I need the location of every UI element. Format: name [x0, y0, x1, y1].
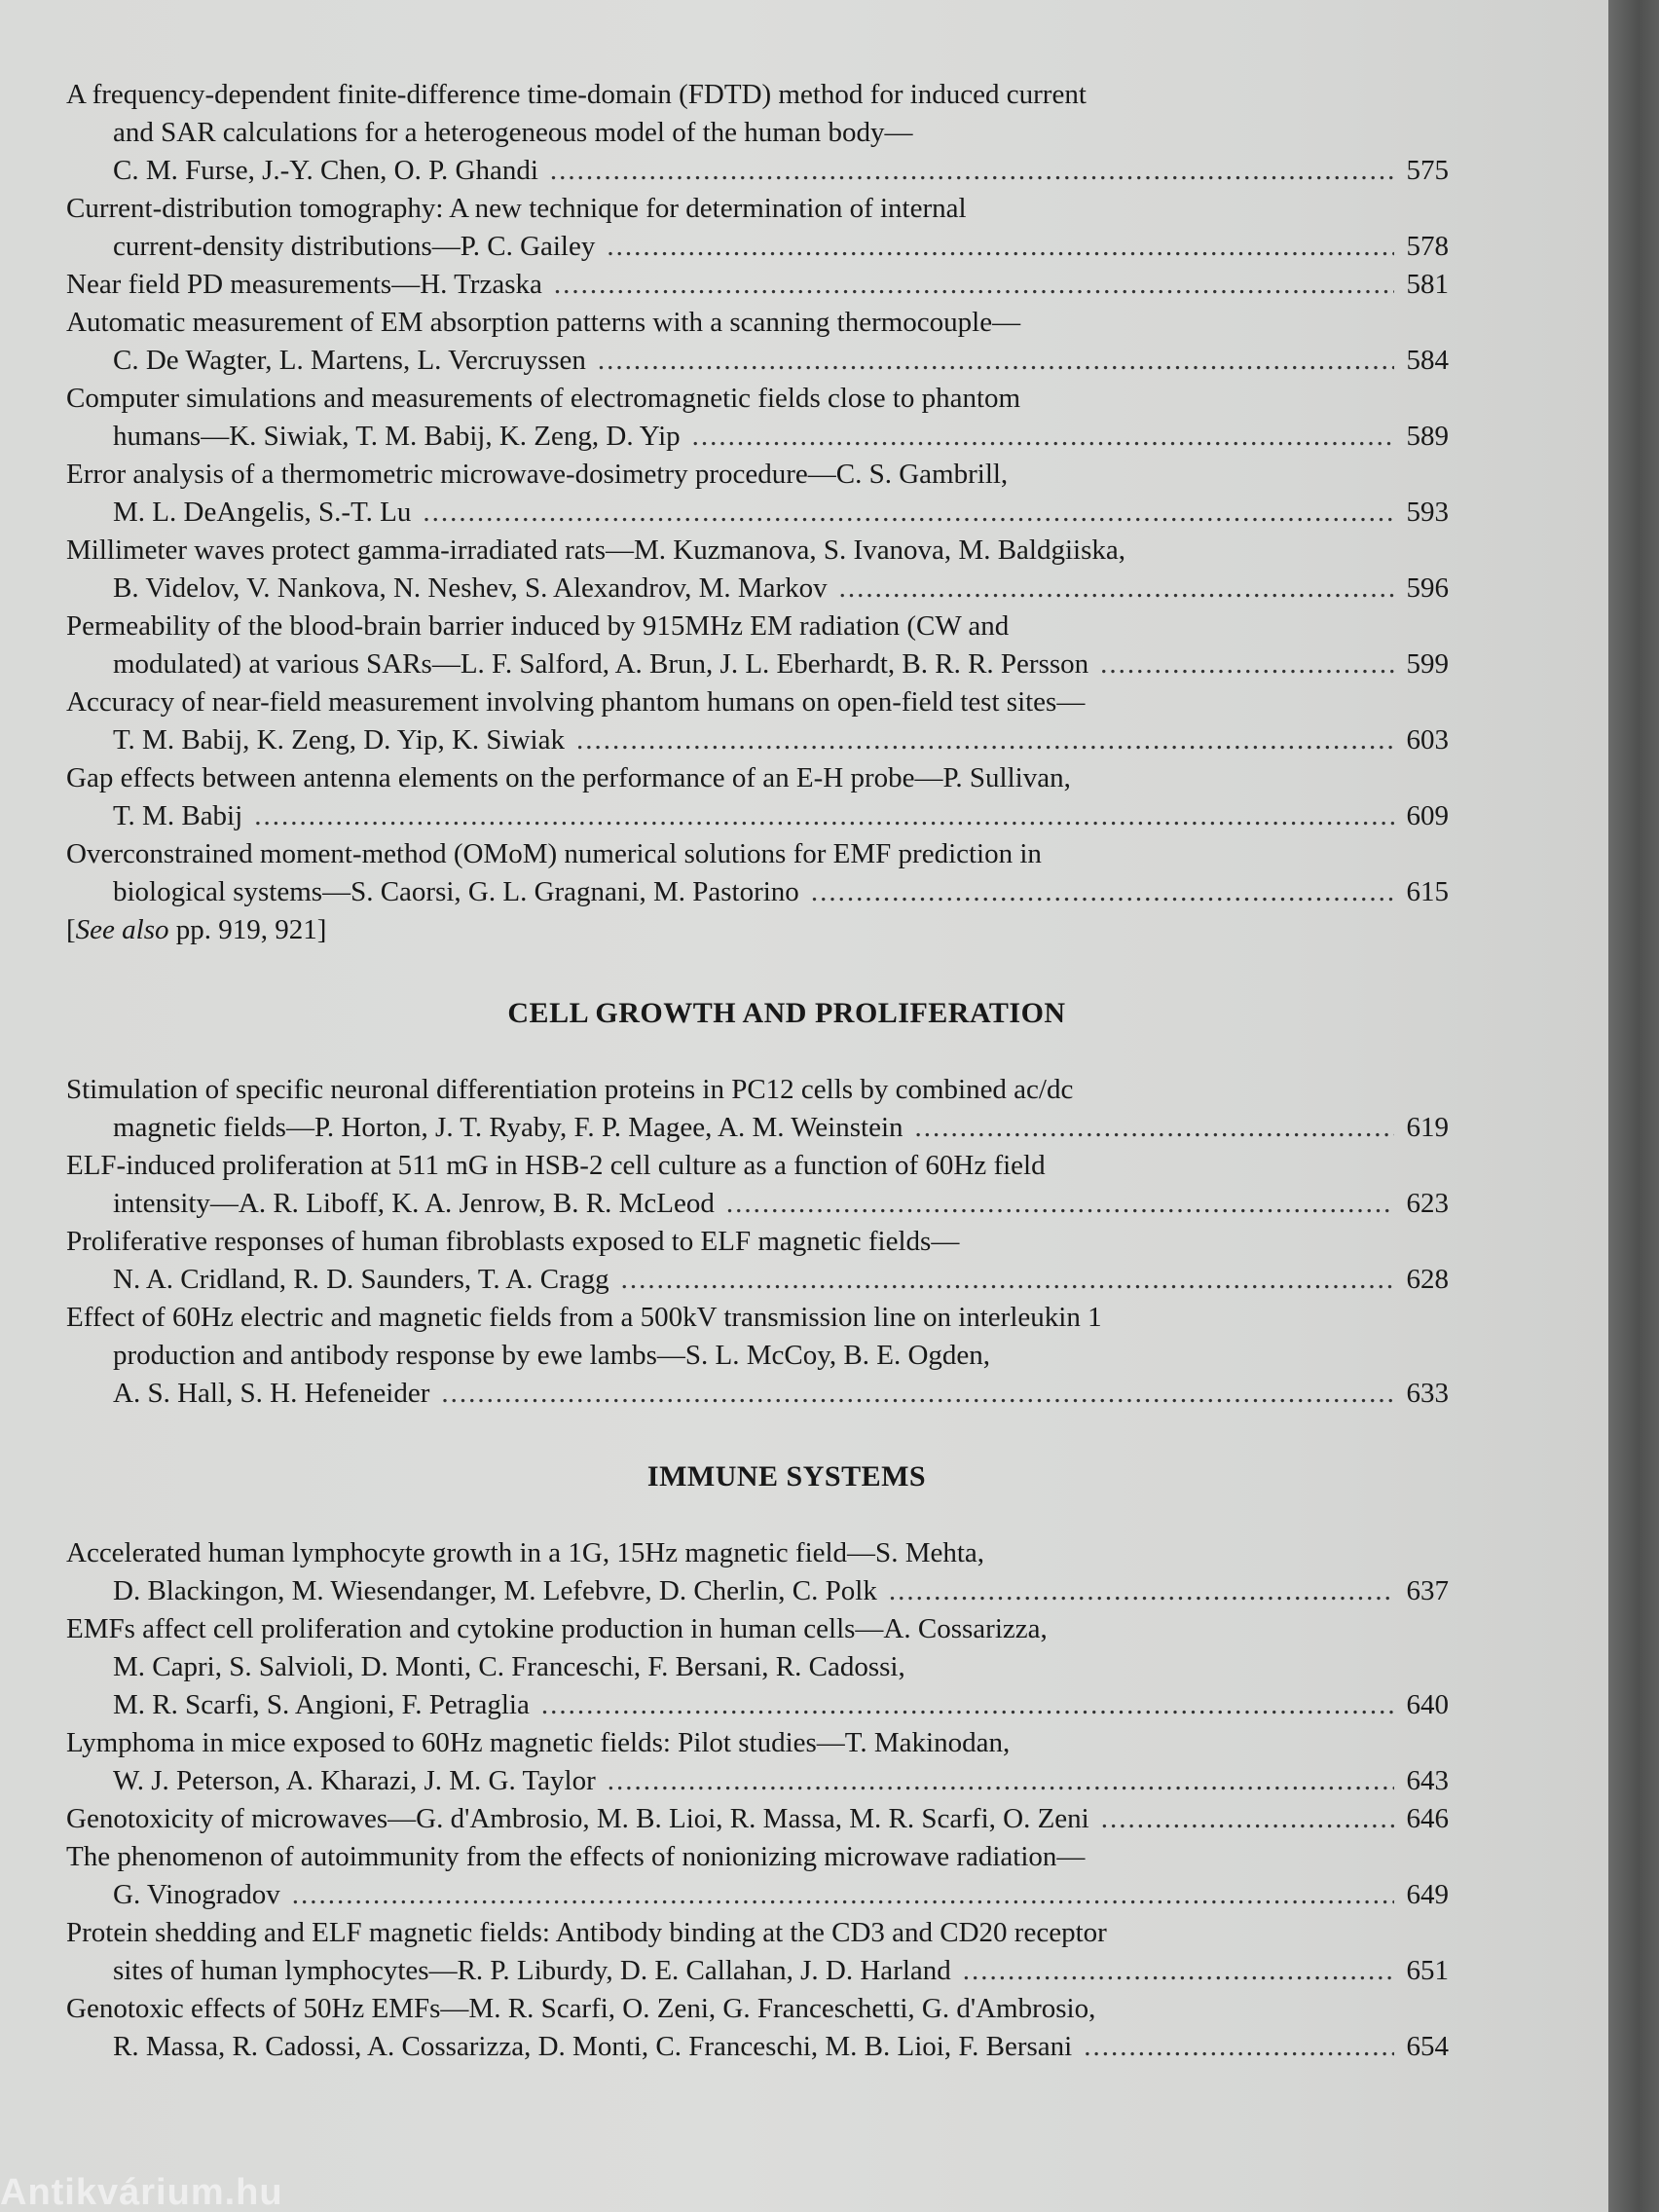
dot-leader [915, 1109, 1394, 1147]
toc-entry-text: Gap effects between antenna elements on the performance of an E-H probe—P. Sullivan, [66, 762, 1071, 793]
toc-entry-line [66, 1724, 1449, 1762]
toc-entry [66, 532, 1449, 608]
toc-entry-text: Protein shedding and ELF magnetic fields: Antibody binding at the CD3 and CD20 receptor [66, 1917, 1107, 1948]
dot-leader [541, 1686, 1394, 1724]
toc-entry-last-line [66, 1876, 1449, 1914]
toc-entry-last-line [66, 342, 1449, 380]
toc-entry-line [66, 1147, 1449, 1185]
toc-entry [66, 380, 1449, 456]
toc-entry-text: humans—K. Siwiak, T. M. Babij, K. Zeng, D. Yip [113, 421, 681, 452]
toc-entry-last-line [66, 418, 1449, 456]
page-number: 640 [1406, 1689, 1449, 1720]
dot-leader [889, 1572, 1394, 1610]
toc-entry-last-line [66, 2028, 1449, 2066]
toc-entry-last-line [66, 645, 1449, 683]
toc-entry-text: C. De Wagter, L. Martens, L. Vercruyssen [113, 345, 586, 376]
toc-entry-text: A. S. Hall, S. H. Hefeneider [113, 1378, 430, 1409]
toc-entry-text: R. Massa, R. Cadossi, A. Cossarizza, D. Monti, C. Franceschi, M. B. Lioi, F. Bersani [113, 2031, 1073, 2062]
toc-entry-line [66, 304, 1449, 342]
page-number: 651 [1406, 1955, 1449, 1986]
page-number: 578 [1406, 231, 1449, 262]
toc-entry [66, 1724, 1449, 1800]
toc-entry-line [66, 1299, 1449, 1337]
toc-entry [66, 1299, 1449, 1413]
book-spine-shadow [1608, 0, 1659, 2212]
toc-entry-last-line [66, 1800, 1449, 1838]
toc-entry-text: intensity—A. R. Liboff, K. A. Jenrow, B. R. McLeod [113, 1188, 715, 1219]
toc-entry-line [66, 1223, 1449, 1261]
toc-entry-last-line [66, 228, 1449, 266]
dot-leader [1101, 1800, 1394, 1838]
dot-leader [839, 570, 1394, 608]
toc-entry-line [66, 608, 1449, 645]
toc-entry-text: Current-distribution tomography: A new technique for determination of internal [66, 193, 967, 224]
toc-entry-line [66, 759, 1449, 797]
toc-entry-line [66, 1610, 1449, 1648]
toc-entry-text: Millimeter waves protect gamma-irradiated rats—M. Kuzmanova, S. Ivanova, M. Baldgiiska, [66, 535, 1126, 566]
page-number: 633 [1406, 1378, 1449, 1409]
toc-entry-text: magnetic fields—P. Horton, J. T. Ryaby, F. P. Magee, A. M. Weinstein [113, 1112, 903, 1143]
toc-entry-text: and SAR calculations for a heterogeneous model of the human body— [113, 117, 913, 148]
toc-entry [66, 835, 1449, 911]
dot-leader [692, 418, 1394, 456]
toc-entry [66, 266, 1449, 304]
toc-entry [66, 304, 1449, 380]
page-number: 581 [1406, 269, 1449, 300]
toc-entry-last-line [66, 1109, 1449, 1147]
toc-entry [66, 190, 1449, 266]
dot-leader [254, 797, 1394, 835]
toc-entry-text: M. L. DeAngelis, S.-T. Lu [113, 497, 412, 528]
toc-entry [66, 1990, 1449, 2066]
dot-leader [607, 228, 1394, 266]
toc-entry-text: modulated) at various SARs—L. F. Salford, A. Brun, J. L. Eberhardt, B. R. R. Persson [113, 648, 1089, 680]
toc-entry-line [66, 1838, 1449, 1876]
dot-leader [441, 1375, 1394, 1413]
page-number: 596 [1406, 572, 1449, 604]
dot-leader [621, 1261, 1394, 1299]
page-number: 628 [1406, 1264, 1449, 1295]
toc-entry-last-line [66, 1261, 1449, 1299]
page-number: 646 [1406, 1803, 1449, 1834]
toc-entry [66, 1147, 1449, 1223]
toc-entry-line [66, 683, 1449, 721]
toc-entry-last-line [66, 1762, 1449, 1800]
toc-entry-text: D. Blackingon, M. Wiesendanger, M. Lefebvre, D. Cherlin, C. Polk [113, 1575, 877, 1606]
toc-entry-text: T. M. Babij, K. Zeng, D. Yip, K. Siwiak [113, 724, 565, 756]
toc-entry-text: Accelerated human lymphocyte growth in a 1G, 15Hz magnetic field—S. Mehta, [66, 1537, 985, 1568]
toc-entry-line [66, 76, 1449, 114]
toc-entry [66, 1534, 1449, 1610]
toc-entry-text: Effect of 60Hz electric and magnetic fields from a 500kV transmission line on interleukin 1 [66, 1302, 1102, 1333]
toc-entry-text: EMFs affect cell proliferation and cytokine production in human cells—A. Cossarizza, [66, 1613, 1048, 1644]
toc-entry-text: A frequency-dependent finite-difference time-domain (FDTD) method for induced current [66, 79, 1087, 110]
toc-entry [66, 1610, 1449, 1724]
toc-entry-text: M. Capri, S. Salvioli, D. Monti, C. Franceschi, F. Bersani, R. Cadossi, [113, 1651, 905, 1682]
section-heading: CELL GROWTH AND PROLIFERATION [507, 997, 1066, 1029]
toc-entry-text: Genotoxic effects of 50Hz EMFs—M. R. Scarfi, O. Zeni, G. Franceschetti, G. d'Ambrosio, [66, 1993, 1096, 2024]
toc-entry-line [66, 114, 1449, 152]
page-number: 615 [1406, 876, 1449, 907]
dot-leader [423, 494, 1394, 532]
page-number: 619 [1406, 1112, 1449, 1143]
see-also-note [66, 911, 1449, 949]
toc-entry-text: Near field PD measurements—H. Trzaska [66, 269, 542, 300]
toc-entry [66, 683, 1449, 759]
dot-leader [963, 1952, 1394, 1990]
page-number: 643 [1406, 1765, 1449, 1796]
toc-entry-text: sites of human lymphocytes—R. P. Liburdy, D. E. Callahan, J. D. Harland [113, 1955, 951, 1986]
dot-leader [608, 1762, 1394, 1800]
toc-entry-last-line [66, 1375, 1449, 1413]
toc-entry-text: Stimulation of specific neuronal differentiation proteins in PC12 cells by combined ac/dc [66, 1074, 1074, 1105]
toc-entry-text: current-density distributions—P. C. Gailey [113, 231, 596, 262]
toc-entry-line [66, 190, 1449, 228]
dot-leader [811, 873, 1394, 911]
note-see-also: See also [75, 914, 169, 945]
toc-entry-text: ELF-induced proliferation at 511 mG in HSB-2 cell culture as a function of 60Hz field [66, 1150, 1046, 1181]
toc-entry-text: N. A. Cridland, R. D. Saunders, T. A. Cragg [113, 1264, 609, 1295]
toc-entry [66, 759, 1449, 835]
toc-entry-last-line [66, 570, 1449, 608]
dot-leader [292, 1876, 1394, 1914]
page-number: 637 [1406, 1575, 1449, 1606]
toc-entry-line [66, 1990, 1449, 2028]
toc-entry-last-line [66, 266, 1449, 304]
toc-entry-text: Accuracy of near-field measurement involving phantom humans on open-field test sites— [66, 686, 1086, 718]
toc-entry-text: Genotoxicity of microwaves—G. d'Ambrosio, M. B. Lioi, R. Massa, M. R. Scarfi, O. Zeni [66, 1803, 1089, 1834]
dot-leader [576, 721, 1394, 759]
toc-entry-line [66, 1648, 1449, 1686]
toc-entry-text: Error analysis of a thermometric microwave-dosimetry procedure—C. S. Gambrill, [66, 459, 1009, 490]
toc-entry [66, 608, 1449, 683]
toc-entry-line [66, 380, 1449, 418]
watermark-text: Antikvárium.hu [0, 2173, 283, 2212]
toc-entry-text: G. Vinogradov [113, 1879, 280, 1910]
toc-entry [66, 1800, 1449, 1838]
toc-entry-line [66, 1534, 1449, 1572]
page-number: 623 [1406, 1188, 1449, 1219]
toc-entry-text: Computer simulations and measurements of electromagnetic fields close to phantom [66, 383, 1021, 414]
toc-entry-text: production and antibody response by ewe lambs—S. L. McCoy, B. E. Ogden, [113, 1340, 991, 1371]
toc-entry-last-line [66, 1686, 1449, 1724]
toc-entry-line [66, 1337, 1449, 1375]
toc-entry [66, 76, 1449, 190]
toc-entry-line [66, 835, 1449, 873]
toc-entry-last-line [66, 152, 1449, 190]
page-number: 589 [1406, 421, 1449, 452]
toc-entry-text: biological systems—S. Caorsi, G. L. Gragnani, M. Pastorino [113, 876, 799, 907]
page-number: 649 [1406, 1879, 1449, 1910]
toc-entry-last-line [66, 1572, 1449, 1610]
toc-entry-last-line [66, 494, 1449, 532]
toc-entry [66, 1223, 1449, 1299]
toc-entry-text: C. M. Furse, J.-Y. Chen, O. P. Ghandi [113, 155, 538, 186]
toc-entry-line [66, 456, 1449, 494]
toc-entry-line [66, 1071, 1449, 1109]
toc-entry [66, 1838, 1449, 1914]
toc-entry [66, 1914, 1449, 1990]
note-bracket-open: [ [66, 914, 76, 945]
toc-entry-last-line [66, 1185, 1449, 1223]
toc-entry-text: W. J. Peterson, A. Kharazi, J. M. G. Taylor [113, 1765, 596, 1796]
page-number: 599 [1406, 648, 1449, 680]
toc-entry-line [66, 1914, 1449, 1952]
toc-entry-text: Overconstrained moment-method (OMoM) numerical solutions for EMF prediction in [66, 838, 1042, 869]
toc-entry-text: Lymphoma in mice exposed to 60Hz magnetic fields: Pilot studies—T. Makinodan, [66, 1727, 1011, 1758]
section-heading: IMMUNE SYSTEMS [646, 1460, 927, 1493]
dot-leader [1084, 2028, 1394, 2066]
toc-entry-text: T. M. Babij [113, 800, 243, 831]
toc-entry [66, 1071, 1449, 1147]
toc-entry [66, 456, 1449, 532]
table-of-contents [66, 76, 1449, 2066]
dot-leader [726, 1185, 1394, 1223]
note-pages: pp. 919, 921] [168, 914, 327, 945]
dot-leader [550, 152, 1394, 190]
toc-entry-text: Permeability of the blood-brain barrier induced by 915MHz EM radiation (CW and [66, 610, 1010, 642]
toc-entry-text: B. Videlov, V. Nankova, N. Neshev, S. Alexandrov, M. Markov [113, 572, 828, 604]
toc-entry-text: Automatic measurement of EM absorption patterns with a scanning thermocouple— [66, 307, 1021, 338]
page-number: 603 [1406, 724, 1449, 756]
page-number: 584 [1406, 345, 1449, 376]
toc-entry-text: Proliferative responses of human fibroblasts exposed to ELF magnetic fields— [66, 1226, 960, 1257]
page-number: 593 [1406, 497, 1449, 528]
toc-entry-text: The phenomenon of autoimmunity from the effects of nonionizing microwave radiation— [66, 1841, 1086, 1872]
dot-leader [554, 266, 1394, 304]
toc-entry-line [66, 532, 1449, 570]
toc-entry-last-line [66, 1952, 1449, 1990]
toc-entry-last-line [66, 721, 1449, 759]
page-number: 575 [1406, 155, 1449, 186]
page-number: 609 [1406, 800, 1449, 831]
dot-leader [1100, 645, 1394, 683]
toc-entry-text: M. R. Scarfi, S. Angioni, F. Petraglia [113, 1689, 530, 1720]
dot-leader [598, 342, 1394, 380]
toc-entry-last-line [66, 797, 1449, 835]
toc-entry-last-line [66, 873, 1449, 911]
page-number: 654 [1406, 2031, 1449, 2062]
